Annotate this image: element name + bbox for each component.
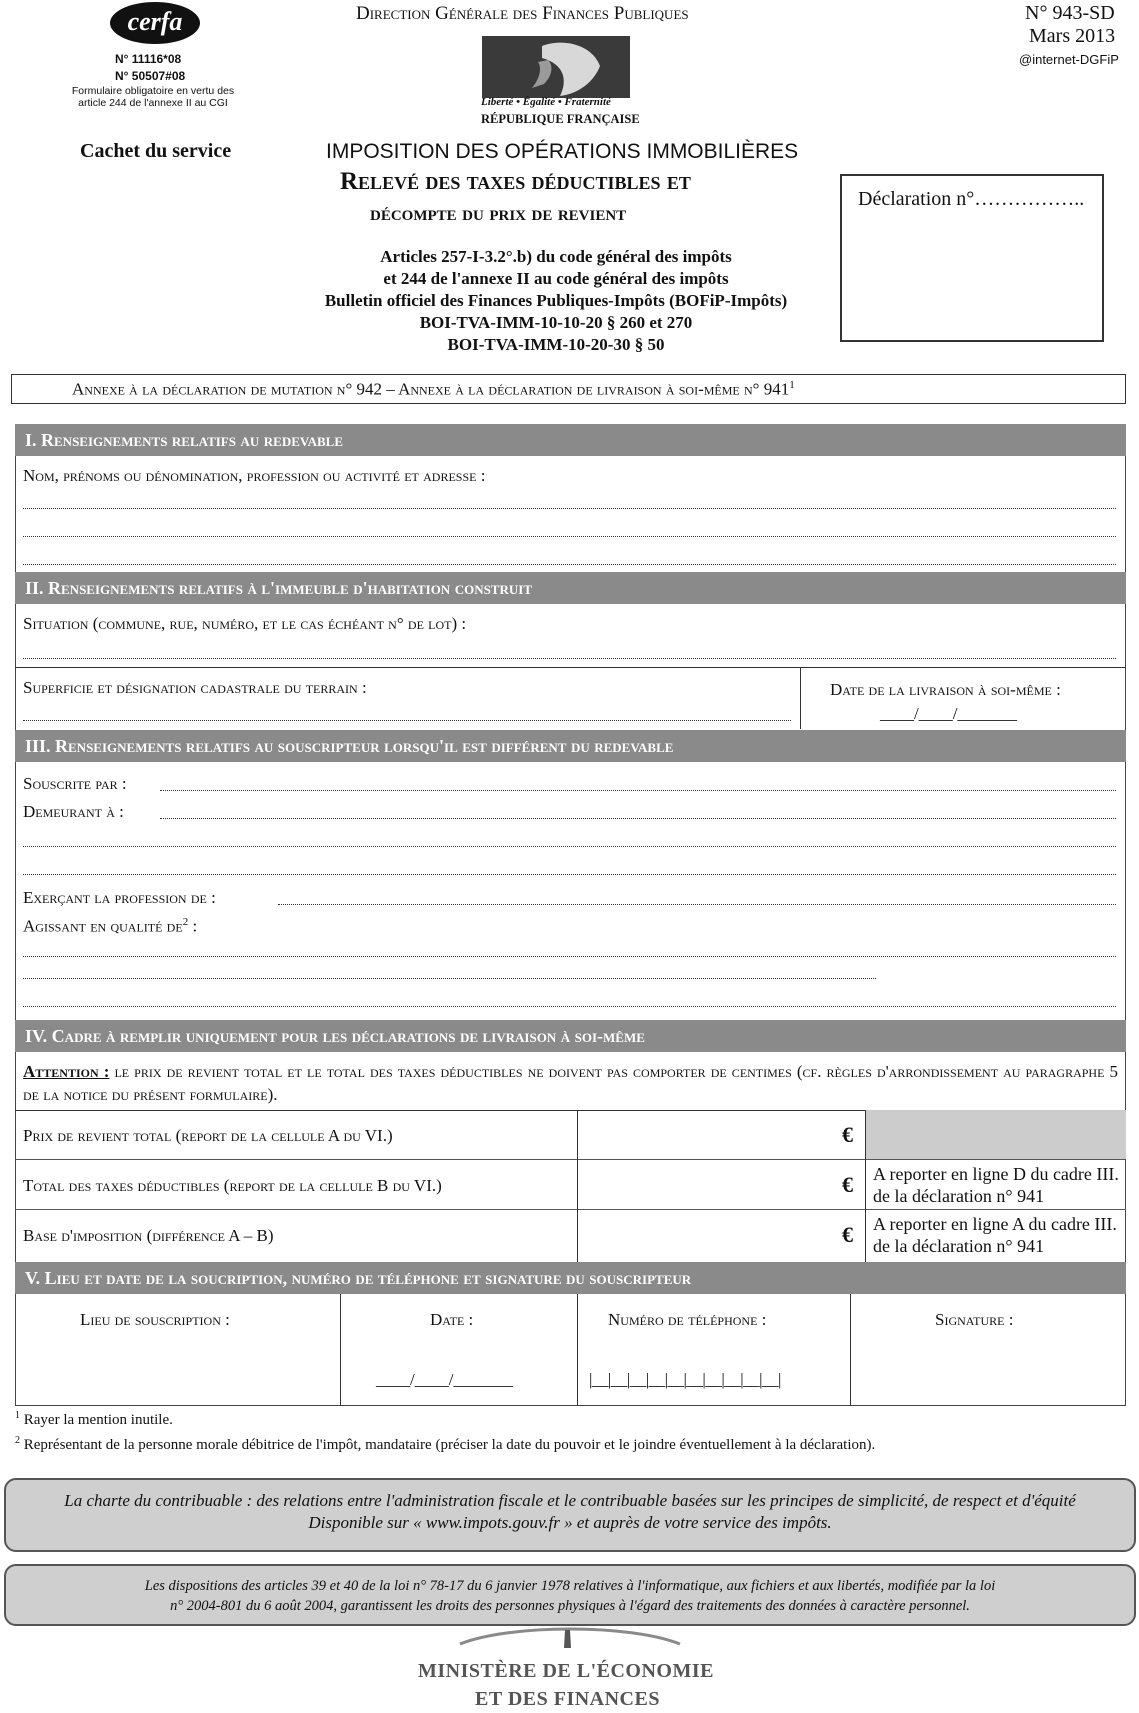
date-livraison-field[interactable]: ____/____/_______ <box>880 704 1017 723</box>
section-3-header <box>15 730 1126 762</box>
agissant-text: Agissant en qualité de <box>23 916 183 936</box>
date-label: Date : <box>430 1310 474 1329</box>
section-3-title: III. Renseignements relatifs au souscripteur lorsqu'il est différent du redevable <box>25 735 674 756</box>
lieu-field[interactable] <box>20 1335 335 1400</box>
footnote-number: 1 <box>15 1410 20 1421</box>
section-1-title: I. Renseignements relatifs au redevable <box>25 429 343 450</box>
row-divider <box>865 1160 866 1210</box>
currency-symbol: € <box>842 1122 853 1147</box>
declaration-number-box[interactable] <box>840 174 1104 342</box>
redevable-line-1[interactable] <box>23 508 1116 509</box>
signature-field[interactable] <box>856 1335 1121 1400</box>
redevable-name-label: Nom, prénoms ou dénomination, profession ou activité et adresse : <box>23 466 486 485</box>
table-row <box>15 1110 1126 1160</box>
souscrite-line[interactable] <box>160 790 1116 791</box>
section-2-vdivider <box>800 667 801 729</box>
privacy-box <box>4 1564 1136 1626</box>
profession-line[interactable] <box>278 904 1116 905</box>
section-1-header <box>15 424 1126 456</box>
row-divider <box>865 1210 866 1262</box>
superficie-label: Superficie et désignation cadastrale du terrain : <box>23 678 367 697</box>
annex-sup: 1 <box>789 379 795 391</box>
section-5-title: V. Lieu et date de la soucription, numéro de téléphone et signature du souscripteur <box>25 1267 692 1288</box>
form-source: @internet-DGFiP <box>1019 52 1119 67</box>
row-note: A reporter en ligne D du cadre III. de la déclaration n° 941 <box>873 1164 1119 1206</box>
demeurant-line-3[interactable] <box>23 874 1116 875</box>
superficie-line[interactable] <box>23 720 791 721</box>
footnote <box>15 1435 875 1454</box>
directorate: Direction Générale des Finances Publiques <box>356 3 689 24</box>
section-5-vdivider <box>340 1294 341 1406</box>
form-date: Mars 2013 <box>1029 25 1116 47</box>
attention-label: Attention : <box>23 1062 110 1081</box>
footnote-text: Rayer la mention inutile. <box>23 1412 173 1428</box>
footnote-number: 2 <box>15 1435 20 1446</box>
ref-line: Articles 257-I-3.2°.b) du code général des impôts <box>380 247 732 266</box>
privacy-line-2: n° 2004-801 du 6 août 2004, garantissent les droits des personnes physiques à l'égard des traitements des données à caractère personnel. <box>170 1598 970 1614</box>
currency-symbol: € <box>842 1222 853 1247</box>
signature-label: Signature : <box>935 1310 1014 1329</box>
annex-box <box>11 374 1126 404</box>
ref-line: BOI-TVA-IMM-10-10-20 § 260 et 270 <box>419 313 693 332</box>
row-note: A reporter en ligne A du cadre III. de la déclaration n° 941 <box>873 1214 1117 1256</box>
annex-text: Annexe à la déclaration de mutation n° 942 – Annexe à la déclaration de livraison à soi-même n° 941 <box>72 379 790 399</box>
row-label: Prix de revient total (report de la cellule A du VI.) <box>23 1126 393 1145</box>
section-4-title: IV. Cadre à remplir uniquement pour les déclarations de livraison à soi-même <box>25 1025 645 1046</box>
row-label: Base d'imposition (différence A – B) <box>23 1226 274 1245</box>
attention-text: le prix de revient total et le total des taxes déductibles ne doivent pas comporter de centimes (cf. règles d'arrondissement au paragraphe 5 de la notice du présent formulaire). <box>23 1062 1119 1104</box>
date-livraison-label: Date de la livraison à soi-même : <box>830 680 1061 699</box>
table-row <box>15 1210 1126 1262</box>
cerfa-number-2: N° 50507#08 <box>115 69 186 83</box>
declaration-number-label: Déclaration n°…………….. <box>858 188 1085 210</box>
form-number: N° 943-SD <box>1025 2 1115 24</box>
base-imposition-input[interactable] <box>578 1210 865 1262</box>
service-stamp-label: Cachet du service <box>80 140 232 162</box>
demeurant-line-2[interactable] <box>23 846 1116 847</box>
section-5-vdivider <box>850 1294 851 1406</box>
footnote <box>15 1410 173 1429</box>
charter-line-2: Disponible sur « www.impots.gouv.fr » et auprès de votre service des impôts. <box>308 1513 832 1532</box>
agissant-sup: 2 <box>182 916 189 928</box>
situation-label: Situation (commune, rue, numéro, et le cas échéant n° de lot) : <box>23 614 467 633</box>
title-line2: Relevé des taxes déductibles et <box>340 168 691 195</box>
situation-line[interactable] <box>23 658 1116 659</box>
annex-line <box>72 379 795 400</box>
demeurant-line-1[interactable] <box>160 818 1116 819</box>
row-label: Total des taxes déductibles (report de la cellule B du VI.) <box>23 1176 442 1195</box>
table-row <box>15 1160 1126 1210</box>
ministry-name-line2: ET DES FINANCES <box>475 1688 660 1710</box>
date-field[interactable]: ____/____/_______ <box>376 1370 513 1389</box>
taxes-deductibles-input[interactable] <box>578 1160 865 1210</box>
section-5-header <box>15 1262 1126 1294</box>
cerfa-logo-text: cerfa <box>127 7 183 36</box>
motto: Liberté • Égalité • Fraternité <box>481 96 611 108</box>
section-4-header <box>15 1020 1126 1052</box>
title-line3: décompte du prix de revient <box>370 200 627 225</box>
agissant-line-2[interactable] <box>23 978 876 979</box>
privacy-line-1: Les dispositions des articles 39 et 40 de la loi n° 78-17 du 6 janvier 1978 relatives à l'informatique, aux fichiers et aux libertés, modifiée par la loi <box>144 1578 996 1594</box>
agissant-label <box>23 916 197 937</box>
lieu-label: Lieu de souscription : <box>80 1310 230 1329</box>
agissant-line-3[interactable] <box>23 1006 1116 1007</box>
legal-refs <box>296 246 816 356</box>
row-note-empty <box>866 1110 1126 1159</box>
telephone-field[interactable]: |__|__|__|__|__|__|__|__|__|__| <box>589 1370 781 1389</box>
cerfa-note: Formulaire obligatoire en vertu des article 244 de l'annexe II au CGI <box>71 85 235 109</box>
agissant-colon: : <box>188 916 198 936</box>
cerfa-number-1: N° 11116*08 <box>115 52 182 66</box>
charter-box <box>4 1478 1136 1552</box>
agissant-line-1[interactable] <box>23 956 1116 957</box>
ministry-logo <box>440 1622 700 1652</box>
profession-label: Exerçant la profession de : <box>23 888 216 907</box>
ref-line: Bulletin officiel des Finances Publiques-Impôts (BOFiP-Impôts) <box>324 291 788 310</box>
section-2-title: II. Renseignements relatifs à l'immeuble d'habitation construit <box>25 577 532 598</box>
footnote-text: Représentant de la personne morale débitrice de l'impôt, mandataire (préciser la date du pouvoir et le joindre éventuellement à la déclaration). <box>23 1437 876 1453</box>
section-2-divider <box>15 667 1126 668</box>
ref-line: et 244 de l'annexe II au code général des impôts <box>383 269 729 288</box>
republic: RÉPUBLIQUE FRANÇAISE <box>481 112 640 126</box>
attention-notice <box>23 1060 1118 1106</box>
redevable-line-2[interactable] <box>23 536 1116 537</box>
redevable-line-3[interactable] <box>23 564 1116 565</box>
souscrite-label: Souscrite par : <box>23 774 127 793</box>
marianne-logo <box>482 36 630 98</box>
ref-line: BOI-TVA-IMM-10-20-30 § 50 <box>447 335 665 354</box>
currency-symbol: € <box>842 1172 853 1197</box>
charter-line-1: La charte du contribuable : des relations entre l'administration fiscale et le contribuable basées sur les principes de simplicité, de respect et d'équité <box>64 1491 1076 1510</box>
title-line1: IMPOSITION DES OPÉRATIONS IMMOBILIÈRES <box>326 140 799 163</box>
section-2-header <box>15 572 1126 604</box>
ministry-name-line1: MINISTÈRE DE L'ÉCONOMIE <box>418 1660 714 1682</box>
demeurant-label: Demeurant à : <box>23 802 124 821</box>
telephone-label: Numéro de téléphone : <box>608 1310 767 1329</box>
cerfa-logo <box>110 2 200 44</box>
section-5-vdivider <box>577 1294 578 1406</box>
prix-revient-input[interactable] <box>578 1110 865 1160</box>
